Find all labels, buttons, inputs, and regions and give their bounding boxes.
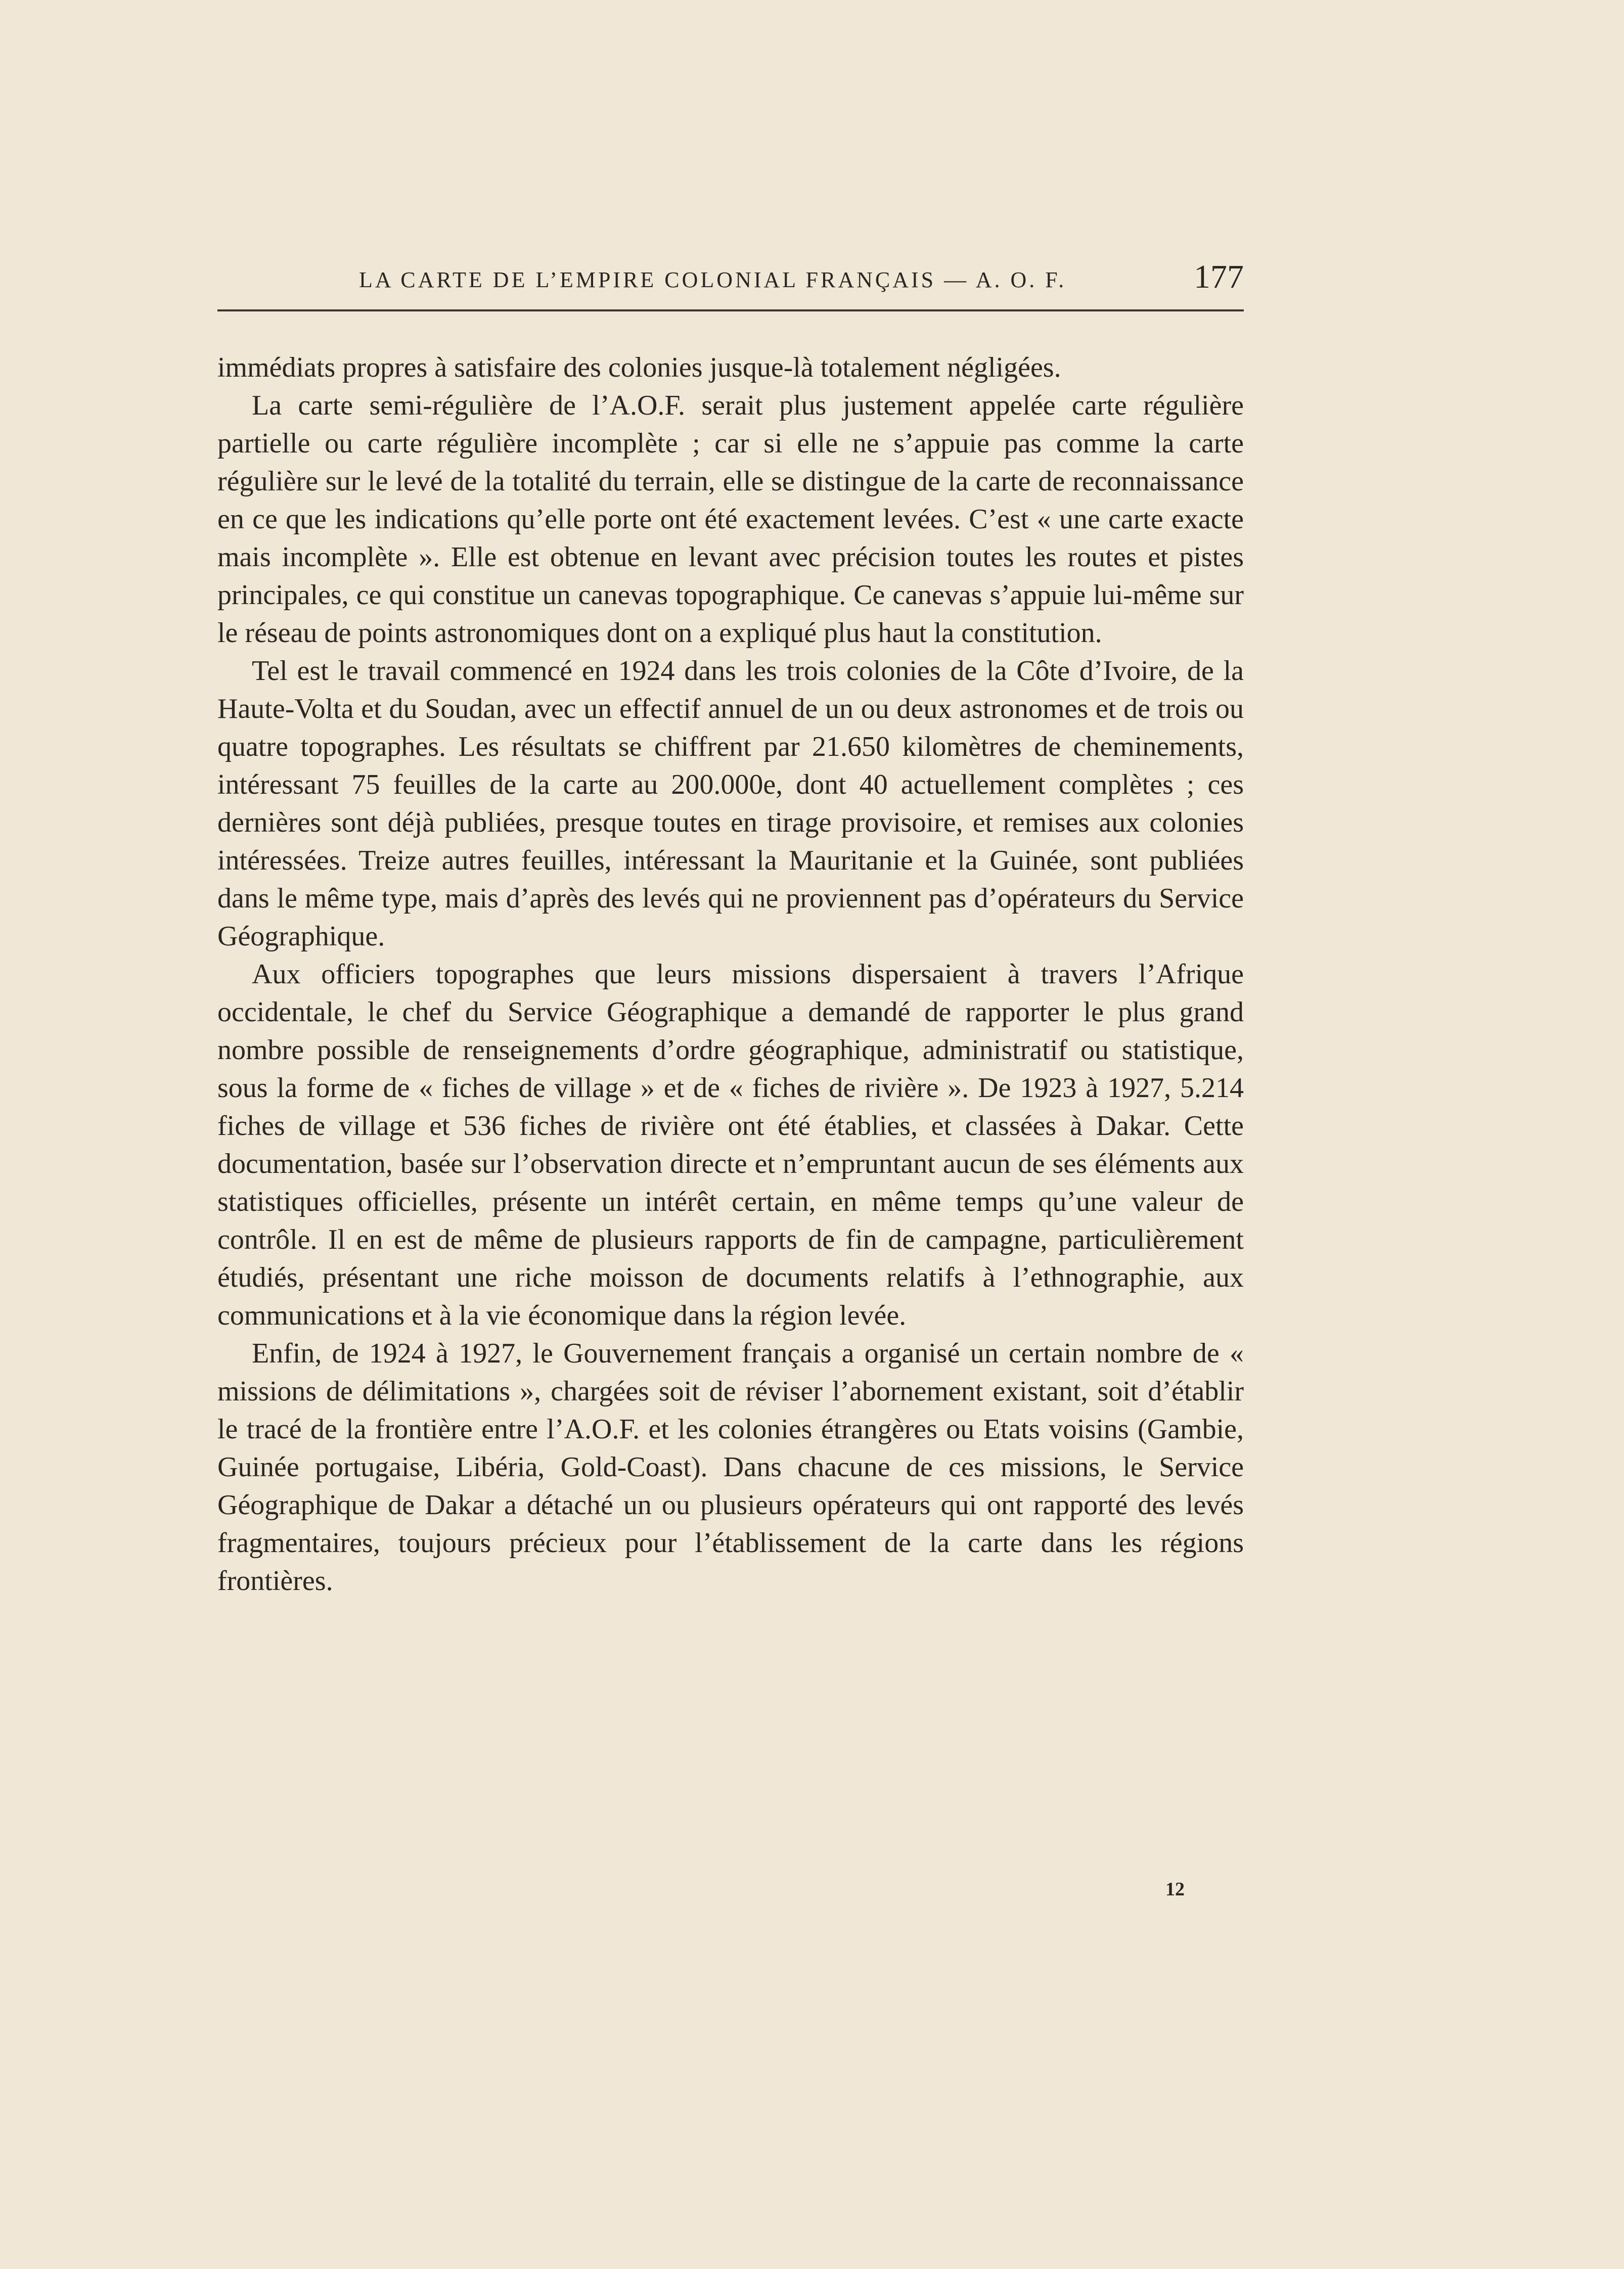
- signature-mark: 12: [1165, 1879, 1185, 1900]
- paragraph: immédiats propres à satisfaire des colonies jusque-là totalement négligées.: [217, 352, 1061, 383]
- running-header: [217, 258, 1244, 298]
- paragraph: Tel est le travail commencé en 1924 dans les trois colonies de la Côte d’Ivoire, de la Haute-Volta et du Soudan, avec un effectif annuel de un ou deux astronomes et de trois ou quatre topographes. Les résultats se chiffrent par 21.650 kilomètres de cheminements, intéressant 75 feuilles de la carte au 200.000e, dont 40 actuellement complètes ; ces dernières sont déjà publiées, presque toutes en tirage provisoire, et remises aux colonies intéressées. Treize autres feuilles, intéressant la Mauritanie et la Guinée, sont publiées dans le même type, mais d’après des levés qui ne proviennent pas d’opérateurs du Service Géographique.: [217, 655, 1244, 952]
- paragraph: Enfin, de 1924 à 1927, le Gouvernement français a organisé un certain nombre de « missions de délimitations », chargées soit de réviser l’abornement existant, soit d’établir le tracé de la frontière entre l’A.O.F. et les colonies étrangères ou Etats voisins (Gambie, Guinée portugaise, Libéria, Gold-Coast). Dans chacune de ces missions, le Service Géographique de Dakar a détaché un ou plusieurs opérateurs qui ont rapporté des levés fragmentaires, toujours précieux pour l’établissement de la carte dans les régions frontières.: [217, 1338, 1244, 1597]
- paragraph: Aux officiers topographes que leurs missions dispersaient à travers l’Afrique occidentale, le chef du Service Géographique a demandé de rapporter le plus grand nombre possible de renseignements d’ordre géographique, administratif ou statistique, sous la forme de « fiches de village » et de « fiches de rivière ». De 1923 à 1927, 5.214 fiches de village et 536 fiches de rivière ont été établies, et classées à Dakar. Cette documentation, basée sur l’observation directe et n’empruntant aucun de ses éléments aux statistiques officielles, présente un intérêt certain, en même temps qu’une valeur de contrôle. Il en est de même de plusieurs rapports de fin de campagne, particulièrement étudiés, présentant une riche moisson de documents relatifs à l’ethnographie, aux communications et à la vie économique dans la région levée.: [217, 959, 1244, 1331]
- page-number: 177: [1194, 258, 1244, 295]
- body-text: [217, 349, 1244, 1600]
- paragraph: La carte semi-régulière de l’A.O.F. serait plus justement appelée carte régulière partielle ou carte régulière incomplète ; car si elle ne s’appuie pas comme la carte régulière sur le levé de la totalité du terrain, elle se distingue de la carte de reconnaissance en ce que les indications qu’elle porte ont été exactement levées. C’est « une carte exacte mais incomplète ». Elle est obtenue en levant avec précision toutes les routes et pistes principales, ce qui constitue un canevas topographique. Ce canevas s’appuie lui-même sur le réseau de points astronomiques dont on a expliqué plus haut la constitution.: [217, 390, 1244, 649]
- running-title: LA CARTE DE L’EMPIRE COLONIAL FRANÇAIS — A. O. F.: [359, 267, 1067, 292]
- header-rule: [217, 309, 1244, 311]
